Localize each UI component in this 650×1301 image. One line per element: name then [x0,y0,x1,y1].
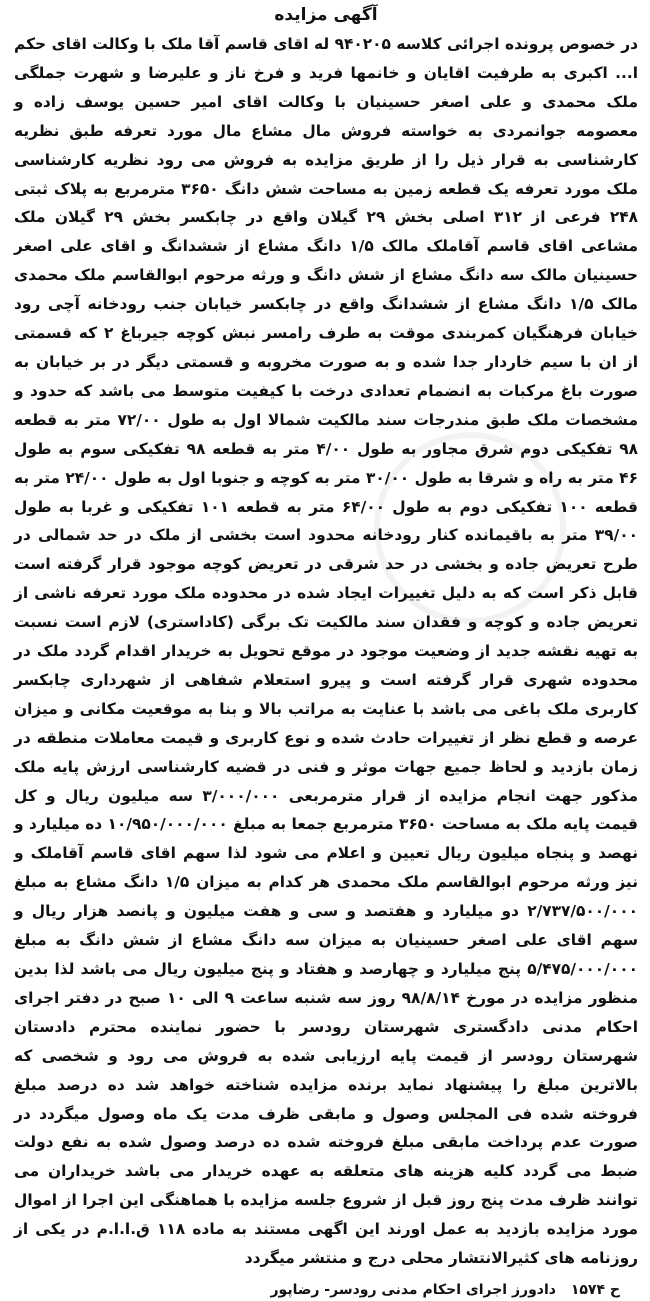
notice-body: در خصوص پرونده اجرائی کلاسه ۹۴۰۲۰۵ له اقای قاسم آقا ملک با وکالت اقای حکم ا... اکبری به طرفیت اقایان و خانمها فرید و فرخ ناز و علیرضا و شهرت جملگی ملک محمدی و علی اصغر حسینیان با وکالت اقای امیر حسین یوسف زاده و معصومه جوانمردی به خواسته فروش مال مشاع مال مورد تعرفه طبق نظریه کارشناسی به قرار ذیل را از طریق مزایده به فروش می رود نظریه کارشناسی ملک مورد تعرفه یک قطعه زمین به مساحت شش دانگ ۳۶۵۰ مترمربع به پلاک ثبتی ۲۴۸ فرعی از ۳۱۲ اصلی بخش ۲۹ گیلان واقع در چابکسر بخش ۲۹ گیلان ملک مشاعی اقای قاسم آقاملک مالک ۱/۵ دانگ مشاع از ششدانگ و اقای علی اصغر حسینیان مالک سه دانگ مشاع از شش دانگ و ورثه مرحوم ابوالقاسم ملک محمدی مالک ۱/۵ دانگ مشاع از ششدانگ واقع در چابکسر خیابان جنب رودخانه آچی رود خیابان فرهنگیان کمربندی موقت به طرف رامسر نبش کوچه جیرباغ ۲ که قسمتی از ان با سیم خاردار جدا شده و به صورت مخروبه و قسمتی دیگر در بر خیابان به صورت باغ مرکبات به انضمام تعدادی درخت با کیفیت متوسط می باشد که حدود و مشخصات ملک طبق مندرجات سند مالکیت شمالا اول به طول ۷۲/۰۰ متر به قطعه ۹۸ تفکیکی دوم شرق مجاور به طول ۴/۰۰ متر به قطعه ۹۸ تفکیکی سوم به طول ۴۶ متر به راه و شرقا به طول ۳۰/۰۰ متر به کوچه و جنوبا اول به طول ۲۴/۰۰ متر به قطعه ۱۰۰ تفکیکی دوم به طول ۶۴/۰۰ متر به قطعه ۱۰۱ تفکیکی و غربا به طول ۳۹/۰۰ متر به باقیمانده کنار رودخانه محدود است بخشی از ملک در حد شمالی در طرح تعریض جاده و بخشی در حد شرقی در تعریض کوچه موجود قرار گرفته است قابل ذکر است که به دلیل تغییرات ایجاد شده در محدوده ملک مورد تعرفه ناشی از تعریض جاده و کوچه و فقدان سند مالکیت تک برگی (کاداستری) لازم است نسبت به تهیه نقشه جدید از وضعیت موجود در موقع تحویل به خریدار اقدام گردد ملک در محدوده شهری قرار گرفته است و پیرو استعلام شفاهی از شهرداری چابکسر کاربری ملک باغی می باشد با عنایت به مراتب بالا و بنا به موقعیت مکانی و میزان عرصه و قطع نظر از تغییرات حادث شده و نوع کاربری و قیمت معاملات منطقه در زمان بازدید و لحاظ جمیع جهات موثر و فنی در قضیه کارشناسی ارزش پایه ملک مذکور جهت انجام مزایده از قرار مترمربعی ۳/۰۰۰/۰۰۰ سه میلیون ریال و کل قیمت پایه ملک به مساحت ۳۶۵۰ مترمربع جمعا به مبلغ ۱۰/۹۵۰/۰۰۰/۰۰۰ ده میلیارد و نهصد و پنجاه میلیون ریال تعیین و اعلام می شود لذا سهم اقای قاسم آقاملک و نیز ورثه مرحوم ابوالقاسم ملک محمدی هر کدام به میزان ۱/۵ دانگ مشاع به مبلغ ۲/۷۳۷/۵۰۰/۰۰۰ دو میلیارد و هفتصد و سی و هفت میلیون و پانصد هزار ریال و سهم اقای علی اصغر حسینیان به میزان سه دانگ مشاع از شش دانگ به مبلغ ۵/۴۷۵/۰۰۰/۰۰۰ پنج میلیارد و چهارصد و هفتاد و پنج میلیون ریال می باشد لذا بدین منظور مزایده در مورخ ۹۸/۸/۱۴ روز سه شنبه ساعت ۹ الی ۱۰ صبح در دفتر اجرای احکام مدنی دادگستری شهرستان رودسر با حضور نماینده محترم دادستان شهرستان رودسر از قیمت پایه ارزیابی شده به فروش می رود و شخصی که بالاترین مبلغ را پیشنهاد نماید برنده مزایده شناخته خواهد شد ده درصد مبلغ فروخته شده فی المجلس وصول و مابقی ظرف مدت یک ماه وصول میگردد در صورت عدم پرداخت مابقی مبلغ فروخته شده ده درصد وصول شده به نفع دولت ضبط می گردد کلیه هزینه های متعلقه به عهده خریدار می باشد خریداران می توانند ظرف مدت پنج روز قبل از شروع جلسه مزایده با هماهنگی این اجرا از اموال مورد مزایده بازدید به عمل اورند این اگهی مستند به ماده ۱۱۸ ق.ا.ا.م در یکی از روزنامه های کثیرالانتشار محلی درج و منتشر میگردد [14,35,639,1268]
notice-reference-number: ح ۱۵۷۴ [570,1281,620,1298]
notice-signature: دادورز اجرای احکام مدنی رودسر- رضاپور [270,1281,556,1298]
notice-footer [14,1279,638,1301]
notice-title: آگهی مزایده [274,5,378,25]
auction-notice [14,2,639,1298]
